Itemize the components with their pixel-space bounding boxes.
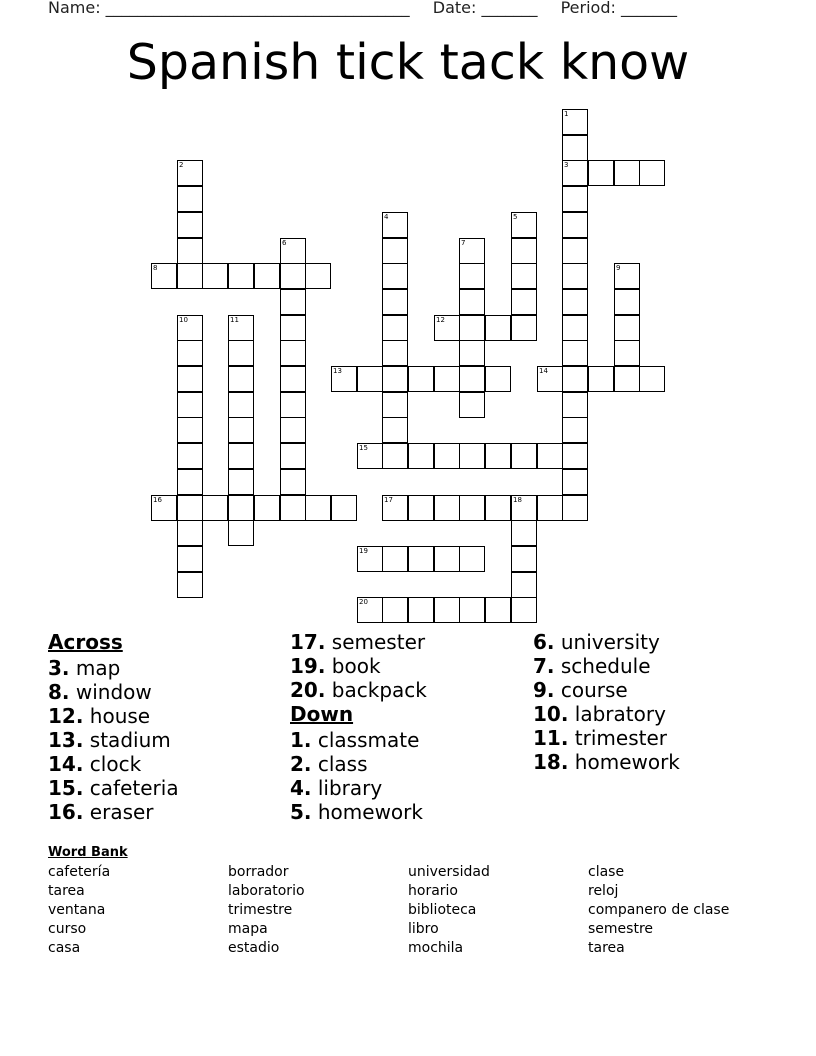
grid-cell[interactable] xyxy=(280,469,306,495)
clue-number: 4 xyxy=(384,213,389,221)
clue-text: cafeteria xyxy=(83,776,179,800)
grid-cell[interactable] xyxy=(280,289,306,315)
grid-cell[interactable] xyxy=(357,597,383,623)
grid-cell[interactable] xyxy=(280,340,306,366)
grid-cell[interactable] xyxy=(537,495,563,521)
clue-number: 17. xyxy=(290,630,326,654)
period-field[interactable]: Period: _______ xyxy=(560,0,677,17)
word-bank-item: mochila xyxy=(408,940,464,956)
clue-number: 12 xyxy=(436,316,445,324)
clue-number: 8 xyxy=(153,264,158,272)
grid-cell[interactable] xyxy=(357,546,383,572)
grid-cell[interactable] xyxy=(562,135,588,161)
grid-cell[interactable] xyxy=(562,263,588,289)
word-bank-item: companero de clase xyxy=(588,902,730,918)
clue-number: 13. xyxy=(48,728,84,752)
clue-number: 20 xyxy=(359,598,368,606)
grid-cell[interactable] xyxy=(177,392,203,418)
grid-cell[interactable] xyxy=(562,109,588,135)
grid-cell[interactable] xyxy=(228,495,254,521)
grid-cell[interactable] xyxy=(562,160,588,186)
clue-number: 9. xyxy=(533,678,555,702)
grid-cell[interactable] xyxy=(280,443,306,469)
grid-cell[interactable] xyxy=(202,263,228,289)
grid-cell[interactable] xyxy=(511,443,537,469)
grid-cell[interactable] xyxy=(357,366,383,392)
grid-cell[interactable] xyxy=(177,520,203,546)
grid-cell[interactable] xyxy=(614,160,640,186)
grid-cell[interactable] xyxy=(511,597,537,623)
word-bank-item: tarea xyxy=(48,883,85,899)
clue-number: 14 xyxy=(539,367,548,375)
clue-item xyxy=(290,630,427,654)
clue-text: homework xyxy=(311,800,423,824)
across-heading: Across xyxy=(48,630,123,654)
clue-item xyxy=(533,654,680,678)
grid-cell[interactable] xyxy=(459,392,485,418)
clue-number: 2. xyxy=(290,752,312,776)
grid-cell[interactable] xyxy=(382,443,408,469)
clue-item xyxy=(533,630,680,654)
grid-cell[interactable] xyxy=(562,443,588,469)
word-bank-item: trimestre xyxy=(228,902,293,918)
word-bank-item: borrador xyxy=(228,864,289,880)
grid-cell[interactable] xyxy=(614,315,640,341)
clue-number: 10. xyxy=(533,702,569,726)
grid-cell[interactable] xyxy=(408,495,434,521)
clue-number: 3 xyxy=(564,161,569,169)
grid-cell[interactable] xyxy=(537,443,563,469)
clue-number: 12. xyxy=(48,704,84,728)
grid-cell[interactable] xyxy=(382,263,408,289)
clue-text: book xyxy=(325,654,381,678)
grid-cell[interactable] xyxy=(382,315,408,341)
clue-item xyxy=(533,726,680,750)
word-bank-item: libro xyxy=(408,921,439,937)
grid-cell[interactable] xyxy=(382,392,408,418)
clue-column-2 xyxy=(290,630,427,824)
clue-item xyxy=(48,752,179,776)
clue-item xyxy=(533,750,680,774)
word-bank-item: clase xyxy=(588,864,625,880)
grid-cell[interactable] xyxy=(331,366,357,392)
grid-cell[interactable] xyxy=(459,366,485,392)
grid-cell[interactable] xyxy=(459,289,485,315)
grid-cell[interactable] xyxy=(228,392,254,418)
grid-cell[interactable] xyxy=(459,315,485,341)
word-bank-item: semestre xyxy=(588,921,654,937)
clue-number: 18 xyxy=(513,496,522,504)
grid-cell[interactable] xyxy=(228,340,254,366)
word-bank-column xyxy=(48,863,110,958)
clue-item xyxy=(290,728,427,752)
grid-cell[interactable] xyxy=(485,443,511,469)
clue-text: map xyxy=(69,656,121,680)
word-bank-item: reloj xyxy=(588,883,619,899)
word-bank-item: curso xyxy=(48,921,87,937)
grid-cell[interactable] xyxy=(280,315,306,341)
word-bank-item: casa xyxy=(48,940,81,956)
grid-cell[interactable] xyxy=(382,546,408,572)
clue-number: 17 xyxy=(384,496,393,504)
clue-text: university xyxy=(554,630,660,654)
across-clue-list xyxy=(48,656,179,824)
grid-cell[interactable] xyxy=(459,443,485,469)
clue-number: 4. xyxy=(290,776,312,800)
grid-cell[interactable] xyxy=(614,263,640,289)
clue-number: 19 xyxy=(359,547,368,555)
grid-cell[interactable] xyxy=(382,495,408,521)
clue-number: 8. xyxy=(48,680,70,704)
grid-cell[interactable] xyxy=(177,417,203,443)
clue-number: 16. xyxy=(48,800,84,824)
word-bank-item: estadio xyxy=(228,940,280,956)
grid-cell[interactable] xyxy=(357,443,383,469)
grid-cell[interactable] xyxy=(177,160,203,186)
grid-cell[interactable] xyxy=(537,366,563,392)
word-bank-item: laboratorio xyxy=(228,883,305,899)
clue-column-1 xyxy=(48,630,179,824)
clue-text: backpack xyxy=(325,678,427,702)
clue-number: 5 xyxy=(513,213,518,221)
word-bank-title: Word Bank xyxy=(48,845,128,860)
grid-cell[interactable] xyxy=(177,238,203,264)
word-bank-column xyxy=(588,863,729,958)
grid-cell[interactable] xyxy=(382,212,408,238)
grid-cell[interactable] xyxy=(382,366,408,392)
grid-cell[interactable] xyxy=(228,469,254,495)
word-bank-item: tarea xyxy=(588,940,625,956)
grid-cell[interactable] xyxy=(562,495,588,521)
grid-cell[interactable] xyxy=(280,392,306,418)
grid-cell[interactable] xyxy=(562,366,588,392)
grid-cell[interactable] xyxy=(228,443,254,469)
grid-cell[interactable] xyxy=(280,417,306,443)
clue-text: labratory xyxy=(568,702,666,726)
clue-number: 10 xyxy=(179,316,188,324)
clue-number: 7. xyxy=(533,654,555,678)
word-bank-item: biblioteca xyxy=(408,902,477,918)
grid-cell[interactable] xyxy=(280,495,306,521)
grid-cell[interactable] xyxy=(562,392,588,418)
grid-cell[interactable] xyxy=(588,160,614,186)
grid-cell[interactable] xyxy=(511,238,537,264)
grid-cell[interactable] xyxy=(562,186,588,212)
clue-item xyxy=(290,752,427,776)
grid-cell[interactable] xyxy=(614,366,640,392)
clue-text: eraser xyxy=(83,800,154,824)
grid-cell[interactable] xyxy=(177,495,203,521)
clue-text: classmate xyxy=(311,728,420,752)
grid-cell[interactable] xyxy=(382,597,408,623)
grid-cell[interactable] xyxy=(485,366,511,392)
grid-cell[interactable] xyxy=(228,263,254,289)
clue-number: 1. xyxy=(290,728,312,752)
word-bank-item: universidad xyxy=(408,864,490,880)
clue-number: 19. xyxy=(290,654,326,678)
grid-cell[interactable] xyxy=(228,366,254,392)
grid-cell[interactable] xyxy=(408,366,434,392)
clue-item xyxy=(533,702,680,726)
clue-column-3 xyxy=(533,630,680,774)
grid-cell[interactable] xyxy=(562,315,588,341)
grid-cell[interactable] xyxy=(434,597,460,623)
grid-cell[interactable] xyxy=(254,495,280,521)
grid-cell[interactable] xyxy=(177,469,203,495)
clue-number: 11. xyxy=(533,726,569,750)
down-heading: Down xyxy=(290,702,354,726)
grid-cell[interactable] xyxy=(459,495,485,521)
grid-cell[interactable] xyxy=(511,520,537,546)
word-bank-item: mapa xyxy=(228,921,268,937)
grid-cell[interactable] xyxy=(177,186,203,212)
grid-cell[interactable] xyxy=(280,263,306,289)
grid-cell[interactable] xyxy=(562,289,588,315)
grid-cell[interactable] xyxy=(562,212,588,238)
grid-cell[interactable] xyxy=(305,263,331,289)
grid-cell[interactable] xyxy=(177,443,203,469)
across-clue-list-continued xyxy=(290,630,427,702)
clue-number: 13 xyxy=(333,367,342,375)
clue-number: 2 xyxy=(179,161,184,169)
grid-cell[interactable] xyxy=(408,546,434,572)
grid-cell[interactable] xyxy=(459,340,485,366)
grid-cell[interactable] xyxy=(177,212,203,238)
grid-cell[interactable] xyxy=(562,238,588,264)
clue-number: 14. xyxy=(48,752,84,776)
clue-item xyxy=(48,680,179,704)
grid-cell[interactable] xyxy=(177,546,203,572)
clue-number: 16 xyxy=(153,496,162,504)
clue-text: homework xyxy=(568,750,680,774)
clue-item xyxy=(290,654,427,678)
clue-number: 15 xyxy=(359,444,368,452)
grid-cell[interactable] xyxy=(614,289,640,315)
clue-item xyxy=(533,678,680,702)
grid-cell[interactable] xyxy=(511,572,537,598)
clue-text: window xyxy=(69,680,152,704)
clue-item xyxy=(48,728,179,752)
clue-text: course xyxy=(554,678,628,702)
grid-cell[interactable] xyxy=(459,597,485,623)
clue-number: 3. xyxy=(48,656,70,680)
grid-cell[interactable] xyxy=(280,238,306,264)
clue-number: 20. xyxy=(290,678,326,702)
grid-cell[interactable] xyxy=(639,160,665,186)
clue-text: house xyxy=(83,704,151,728)
grid-cell[interactable] xyxy=(228,417,254,443)
grid-cell[interactable] xyxy=(280,366,306,392)
grid-cell[interactable] xyxy=(614,340,640,366)
grid-cell[interactable] xyxy=(177,572,203,598)
grid-cell[interactable] xyxy=(485,495,511,521)
clue-item xyxy=(290,800,427,824)
grid-cell[interactable] xyxy=(511,263,537,289)
grid-cell[interactable] xyxy=(254,263,280,289)
down-clue-list xyxy=(290,728,427,824)
grid-cell[interactable] xyxy=(511,289,537,315)
clue-text: stadium xyxy=(83,728,171,752)
clue-item xyxy=(48,704,179,728)
grid-cell[interactable] xyxy=(177,340,203,366)
clue-item xyxy=(290,678,427,702)
grid-cell[interactable] xyxy=(382,289,408,315)
grid-cell[interactable] xyxy=(459,546,485,572)
grid-cell[interactable] xyxy=(562,469,588,495)
grid-cell[interactable] xyxy=(202,495,228,521)
grid-cell[interactable] xyxy=(434,366,460,392)
date-field[interactable]: Date: _______ xyxy=(432,0,538,17)
clue-number: 5. xyxy=(290,800,312,824)
clue-item xyxy=(48,656,179,680)
clue-number: 15. xyxy=(48,776,84,800)
grid-cell[interactable] xyxy=(562,417,588,443)
grid-cell[interactable] xyxy=(408,443,434,469)
grid-cell[interactable] xyxy=(331,495,357,521)
grid-cell[interactable] xyxy=(177,366,203,392)
clue-item xyxy=(290,776,427,800)
grid-cell[interactable] xyxy=(639,366,665,392)
grid-cell[interactable] xyxy=(434,315,460,341)
grid-cell[interactable] xyxy=(434,546,460,572)
clue-text: class xyxy=(311,752,368,776)
clue-number: 6. xyxy=(533,630,555,654)
grid-cell[interactable] xyxy=(228,520,254,546)
word-bank-column xyxy=(228,863,305,958)
name-field[interactable]: Name: ______________________________________ xyxy=(48,0,410,17)
clue-number: 6 xyxy=(282,239,287,247)
grid-cell[interactable] xyxy=(151,263,177,289)
grid-cell[interactable] xyxy=(228,315,254,341)
clue-text: library xyxy=(311,776,383,800)
clue-number: 7 xyxy=(461,239,466,247)
grid-cell[interactable] xyxy=(511,212,537,238)
grid-cell[interactable] xyxy=(382,340,408,366)
grid-cell[interactable] xyxy=(382,238,408,264)
grid-cell[interactable] xyxy=(562,340,588,366)
grid-cell[interactable] xyxy=(511,315,537,341)
clue-text: trimester xyxy=(568,726,667,750)
grid-cell[interactable] xyxy=(434,443,460,469)
grid-cell[interactable] xyxy=(459,238,485,264)
grid-cell[interactable] xyxy=(177,263,203,289)
down-clue-list-continued xyxy=(533,630,680,774)
page-title: Spanish tick tack know xyxy=(126,34,690,91)
grid-cell[interactable] xyxy=(408,597,434,623)
clue-text: clock xyxy=(83,752,142,776)
word-bank-item: horario xyxy=(408,883,458,899)
grid-cell[interactable] xyxy=(382,417,408,443)
clue-item xyxy=(48,776,179,800)
grid-cell[interactable] xyxy=(177,315,203,341)
grid-cell[interactable] xyxy=(434,495,460,521)
grid-cell[interactable] xyxy=(588,366,614,392)
clue-item xyxy=(48,800,179,824)
grid-cell[interactable] xyxy=(511,546,537,572)
clue-number: 18. xyxy=(533,750,569,774)
clue-number: 11 xyxy=(230,316,239,324)
grid-cell[interactable] xyxy=(485,315,511,341)
word-bank-item: cafetería xyxy=(48,864,111,880)
clue-number: 9 xyxy=(616,264,621,272)
grid-cell[interactable] xyxy=(151,495,177,521)
clue-number: 1 xyxy=(564,110,569,118)
grid-cell[interactable] xyxy=(485,597,511,623)
grid-cell[interactable] xyxy=(511,495,537,521)
word-bank-column xyxy=(408,863,490,958)
grid-cell[interactable] xyxy=(305,495,331,521)
word-bank-item: ventana xyxy=(48,902,106,918)
grid-cell[interactable] xyxy=(459,263,485,289)
clue-text: semester xyxy=(325,630,426,654)
clue-text: schedule xyxy=(554,654,651,678)
